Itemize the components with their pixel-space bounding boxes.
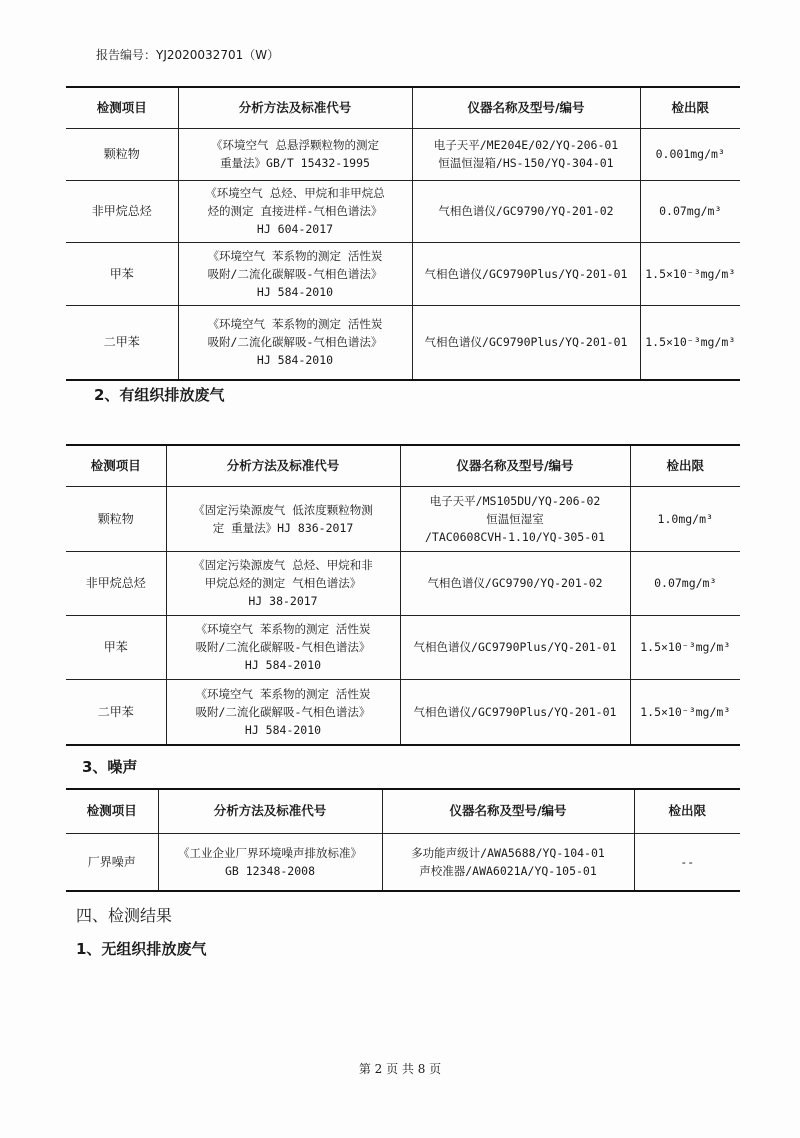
cell-instrument	[412, 180, 640, 242]
cell-instrument	[412, 242, 640, 305]
method-line: 《环境空气 总烃、甲烷和非甲烷总	[205, 186, 385, 200]
instrument-line: 气相色谱仪/GC9790/YQ-201-02	[438, 204, 614, 218]
cell-method	[166, 615, 400, 679]
col-header-item: 检测项目	[66, 87, 178, 128]
table-row	[66, 551, 740, 615]
instrument-line: /TAC0608CVH-1.10/YQ-305-01	[424, 529, 605, 544]
cell-limit: --	[634, 833, 740, 891]
instrument-line: 气相色谱仪/GC9790Plus/YQ-201-01	[413, 704, 617, 719]
cell-instrument	[412, 305, 640, 380]
method-line: HJ 584-2010	[244, 658, 322, 672]
col-header-method: 分析方法及标准代号	[178, 87, 412, 128]
cell-item: 甲苯	[66, 615, 166, 679]
col-header-method: 分析方法及标准代号	[158, 789, 382, 833]
chapter-title-results: 四、检测结果	[76, 906, 173, 925]
method-line: 《固定污染源废气 总烃、甲烷和非	[193, 558, 373, 572]
method-line: HJ 584-2010	[244, 722, 322, 737]
method-line: 吸附/二流化碳解吸-气相色谱法》	[207, 266, 383, 281]
instrument-line: 声校准器/AWA6021A/YQ-105-01	[419, 863, 597, 878]
detection-methods-table-noise	[66, 788, 740, 892]
table-row	[66, 128, 740, 180]
cell-limit: 1.5×10⁻³mg/m³	[640, 242, 740, 305]
instrument-line: 气相色谱仪/GC9790Plus/YQ-201-01	[424, 335, 628, 350]
cell-limit: 1.5×10⁻³mg/m³	[640, 305, 740, 380]
cell-limit: 0.07mg/m³	[640, 180, 740, 242]
cell-item: 二甲苯	[66, 679, 166, 745]
method-line: 《环境空气 总悬浮颗粒物的测定	[211, 138, 379, 152]
section-title-organized-emission: 2、有组织排放废气	[94, 386, 225, 404]
method-line: 《固定污染源废气 低浓度颗粒物测	[193, 502, 373, 517]
col-header-method: 分析方法及标准代号	[166, 445, 400, 486]
method-line: 《环境空气 苯系物的测定 活性炭	[207, 317, 383, 332]
method-line: 甲烷总烃的测定 气相色谱法》	[204, 576, 362, 590]
cell-item: 非甲烷总烃	[66, 551, 166, 615]
cell-limit: 0.001mg/m³	[640, 128, 740, 180]
col-header-item: 检测项目	[66, 445, 166, 486]
cell-limit: 1.5×10⁻³mg/m³	[630, 679, 740, 745]
table-row	[66, 305, 740, 380]
method-line: HJ 584-2010	[256, 353, 334, 368]
instrument-line: 恒温恒湿室	[486, 511, 544, 526]
cell-instrument	[400, 679, 630, 745]
cell-item: 厂界噪声	[66, 833, 158, 891]
instrument-line: 电子天平/ME204E/02/YQ-206-01	[433, 138, 619, 152]
table-row	[66, 679, 740, 745]
col-header-limit: 检出限	[640, 87, 740, 128]
detection-methods-table-organized	[66, 444, 740, 746]
method-line: 吸附/二流化碳解吸-气相色谱法》	[207, 335, 383, 350]
method-line: 《工业企业厂界环境噪声排放标准》	[178, 845, 362, 860]
cell-item: 非甲烷总烃	[66, 180, 178, 242]
cell-method	[178, 128, 412, 180]
instrument-line: 恒温恒湿箱/HS-150/YQ-304-01	[438, 156, 614, 170]
method-line: 《环境空气 苯系物的测定 活性炭	[195, 622, 371, 636]
cell-item: 二甲苯	[66, 305, 178, 380]
cell-instrument	[400, 486, 630, 551]
section-title-unorganized-emission: 1、无组织排放废气	[76, 940, 207, 958]
col-header-limit: 检出限	[630, 445, 740, 486]
page-number: 第 2 页 共 8 页	[358, 1062, 442, 1076]
col-header-limit: 检出限	[634, 789, 740, 833]
detection-methods-table-unorganized	[66, 86, 740, 381]
cell-method	[166, 486, 400, 551]
table-row	[66, 242, 740, 305]
cell-method	[178, 180, 412, 242]
instrument-line: 气相色谱仪/GC9790Plus/YQ-201-01	[413, 640, 617, 654]
instrument-line: 多功能声级计/AWA5688/YQ-104-01	[411, 845, 605, 860]
method-line: HJ 604-2017	[256, 222, 334, 236]
cell-item: 甲苯	[66, 242, 178, 305]
method-line: 吸附/二流化碳解吸-气相色谱法》	[195, 640, 371, 654]
table-row	[66, 486, 740, 551]
instrument-line: 电子天平/MS105DU/YQ-206-02	[429, 493, 601, 508]
method-line: HJ 38-2017	[248, 594, 318, 608]
cell-limit: 1.5×10⁻³mg/m³	[630, 615, 740, 679]
method-line: 《环境空气 苯系物的测定 活性炭	[195, 686, 371, 701]
instrument-line: 气相色谱仪/GC9790/YQ-201-02	[427, 576, 603, 590]
table-row	[66, 180, 740, 242]
cell-method	[166, 679, 400, 745]
cell-instrument	[382, 833, 634, 891]
col-header-instrument: 仪器名称及型号/编号	[400, 445, 630, 486]
method-line: GB 12348-2008	[224, 863, 315, 878]
cell-instrument	[400, 551, 630, 615]
cell-instrument	[400, 615, 630, 679]
cell-instrument	[412, 128, 640, 180]
method-line: 吸附/二流化碳解吸-气相色谱法》	[195, 704, 371, 719]
col-header-instrument: 仪器名称及型号/编号	[412, 87, 640, 128]
cell-item: 颗粒物	[66, 486, 166, 551]
table-row	[66, 615, 740, 679]
cell-method	[178, 242, 412, 305]
method-line: 定 重量法》HJ 836-2017	[212, 520, 354, 535]
section-title-noise: 3、噪声	[82, 758, 138, 776]
method-line: 《环境空气 苯系物的测定 活性炭	[207, 248, 383, 263]
report-number: 报告编号：YJ2020032701（W）	[96, 48, 280, 62]
col-header-item: 检测项目	[66, 789, 158, 833]
col-header-instrument: 仪器名称及型号/编号	[382, 789, 634, 833]
method-line: 重量法》GB/T 15432-1995	[220, 156, 370, 170]
cell-method	[166, 551, 400, 615]
method-line: 烃的测定 直接进样-气相色谱法》	[207, 204, 383, 218]
cell-item: 颗粒物	[66, 128, 178, 180]
cell-method	[178, 305, 412, 380]
cell-limit: 0.07mg/m³	[630, 551, 740, 615]
method-line: HJ 584-2010	[256, 284, 334, 299]
table-row	[66, 833, 740, 891]
cell-method	[158, 833, 382, 891]
cell-limit: 1.0mg/m³	[630, 486, 740, 551]
instrument-line: 气相色谱仪/GC9790Plus/YQ-201-01	[424, 266, 628, 281]
